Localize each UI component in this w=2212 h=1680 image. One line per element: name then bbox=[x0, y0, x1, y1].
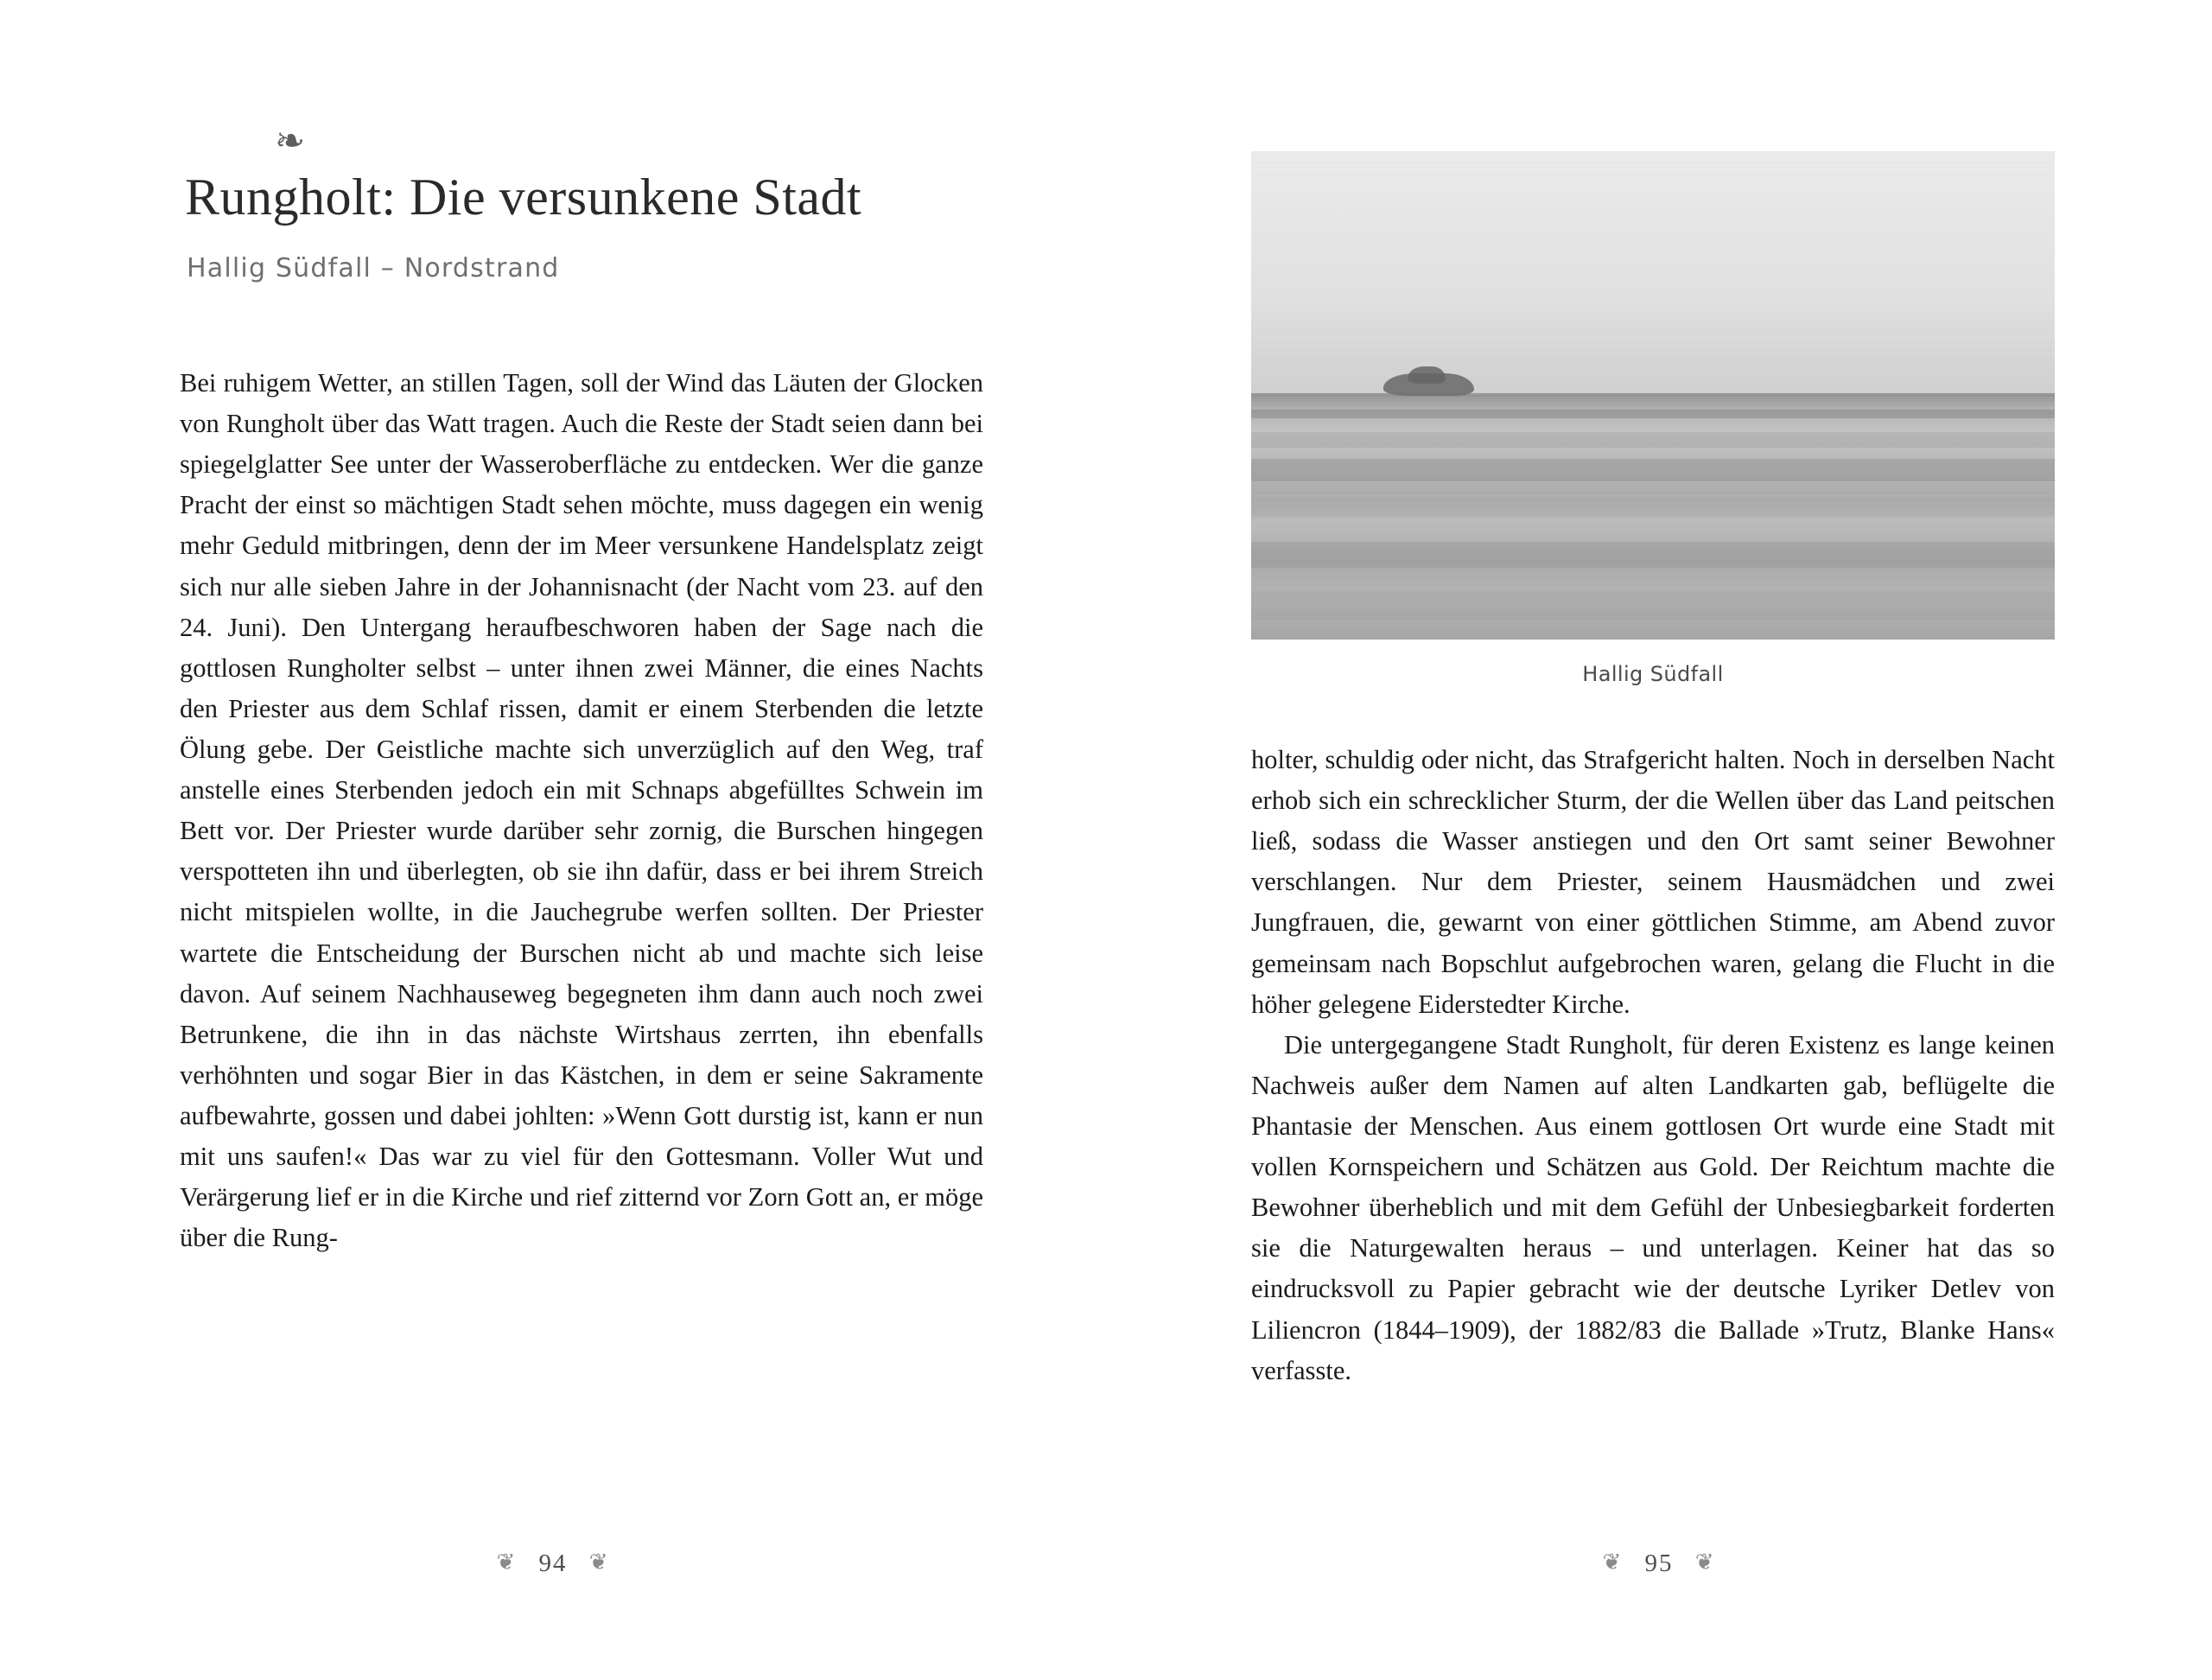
folio-ornament-left-icon: ❦ bbox=[496, 1550, 518, 1575]
paragraph: holter, schuldig oder nicht, das Strafgericht halten. Noch in derselben Nacht erhob sich ein schrecklicher Sturm, der die Wellen über das Land peitschen ließ, sodass die Wasser anstiegen und den Ort samt seiner Bewohner verschlangen. Nur dem Priester, seinem Hausmädchen und zwei Jungfrauen, die, gewarnt von einer göttlichen Stimme, am Abend zuvor gemeinsam nach Bopschlut aufgebrochen waren, gelang die Flucht in die höher gelegene Eiderstedter Kirche. bbox=[1251, 745, 2055, 1019]
photo-grain-overlay bbox=[1251, 151, 2055, 640]
figure-hallig-suedfall bbox=[1251, 151, 2055, 686]
folio-left bbox=[0, 1550, 1106, 1578]
paragraph: Bei ruhigem Wetter, an stillen Tagen, soll der Wind das Läuten der Glocken von Rungholt über das Watt tragen. Auch die Reste der Stadt seien dann bei spiegelglatter See unter der Wasseroberfläche zu entdecken. Wer die ganze Pracht der einst so mächtigen Stadt sehen möchte, muss dagegen ein wenig mehr Geduld mitbringen, denn der im Meer versunkene Handelsplatz zeigt sich nur alle sieben Jahre in der Johannisnacht (der Nacht vom 23. auf den 24. Juni). Den Untergang heraufbeschworen haben der Sage nach die gottlosen Rungholter selbst – unter ihnen zwei Männer, die eines Nachts den Priester aus dem Schlaf rissen, damit er einem Sterbenden die letzte Ölung gebe. Der Geistliche machte sich unverzüglich auf den Weg, traf anstelle eines Sterbenden jedoch ein mit Schnaps abgefülltes Schwein im Bett vor. Der Priester wurde darüber sehr zornig, die Burschen hingegen verspotteten ihn und überlegten, ob sie ihn dafür, dass er bei ihrem Streich nicht mitspielen wollte, in die Jauchegrube werfen sollten. Der Priester wartete die Entscheidung der Burschen nicht ab und machte sich leise davon. Auf seinem Nachhauseweg begegneten ihm dann auch noch zwei Betrunkene, die ihn in das nächste Wirtshaus zerrten, ihn ebenfalls verhöhnten und sogar Bier in das Kästchen, in dem er seine Sakramente aufbewahrte, gossen und dabei johlten: »Wenn Gott durstig ist, kann er nun mit uns saufen!« Das war zu viel für den Gottesmann. Voller Wut und Verärgerung lief er in die Kirche und rief zitternd vor Zorn Gott an, er möge über die Rung- bbox=[180, 368, 983, 1253]
left-page-content bbox=[180, 121, 983, 1258]
page-right bbox=[1106, 0, 2212, 1680]
folio-right bbox=[1106, 1550, 2212, 1578]
chapter-subtitle: Hallig Südfall – Nordstrand bbox=[187, 253, 560, 283]
ornament-icon: ❧ bbox=[275, 119, 308, 162]
page-number: 95 bbox=[1644, 1550, 1674, 1577]
folio-ornament-left-icon: ❦ bbox=[1602, 1550, 1624, 1575]
folio-ornament-right-icon: ❦ bbox=[588, 1550, 610, 1575]
figure-caption: Hallig Südfall bbox=[1582, 662, 1724, 686]
body-text-right bbox=[1251, 740, 2055, 1391]
body-text-left bbox=[180, 363, 983, 1258]
page-title: Rungholt: Die versunkene Stadt bbox=[185, 169, 862, 226]
folio-ornament-right-icon: ❦ bbox=[1694, 1550, 1716, 1575]
paragraph: Die untergegangene Stadt Rungholt, für deren Existenz es lange keinen Nachweis außer dem Namen auf alten Landkarten gab, beflügelte die Phantasie der Menschen. Aus einem gottlosen Ort wurde eine Stadt mit vollen Kornspeichern und Schätzen aus Gold. Der Reichtum machte die Bewohner überheblich und mit dem Gefühl der Unbesiegbarkeit forderten sie die Naturgewalten heraus – und unterlagen. Keiner hat das so eindrucksvoll zu Papier gebracht wie der deutsche Lyriker Detlev von Liliencron (1844–1909), der 1882/83 die Ballade »Trutz, Blanke Hans« verfasste. bbox=[1251, 1029, 2055, 1385]
photograph bbox=[1251, 151, 2055, 640]
page-number: 94 bbox=[538, 1550, 568, 1577]
right-page-content bbox=[1251, 151, 2055, 1391]
